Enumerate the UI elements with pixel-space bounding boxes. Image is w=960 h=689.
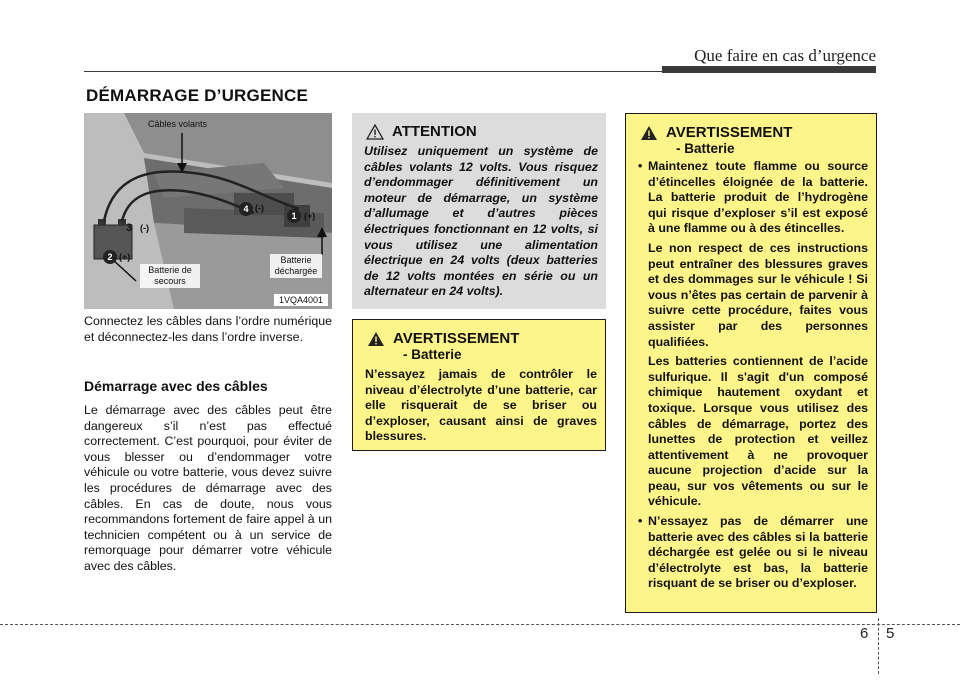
caution-outline-icon	[366, 124, 384, 140]
step-1-sign: (+)	[304, 211, 316, 221]
section-title: DÉMARRAGE D’URGENCE	[86, 86, 308, 105]
footer-divider	[878, 618, 879, 674]
warning1-title: AVERTISSEMENT	[393, 330, 520, 347]
warning2-title: AVERTISSEMENT	[666, 124, 793, 141]
attention-box	[352, 113, 606, 309]
header-rule	[84, 71, 876, 72]
warning-filled-icon	[640, 125, 658, 141]
warning2-body	[638, 159, 868, 592]
warning2-bullet-flame: • Maintenez toute flamme ou source d’étincelles éloignée de la batterie. La batterie produit de l’hydrogène qui risque d’exploser s’il est exposé à une flamme ou à des étincelles.	[638, 159, 868, 237]
chapter-header-title: Que faire en cas d’urgence	[694, 46, 876, 65]
intro-paragraph: Connectez les câbles dans l’ordre numérique et déconnectez-les dans l’ordre inverse.	[84, 314, 332, 344]
figure-id: 1VQA4001	[274, 294, 328, 306]
warning-box-battery	[625, 113, 877, 613]
warning2-para-instructions: Le non respect de ces instructions peut entraîner des blessures graves et des dommages sur le véhicule ! Si vous n’êtes pas certain de parvenir à suivre cette procédure, faites vous assister par des personnes qualifiées.	[648, 240, 868, 349]
warning-box-electrolyte	[352, 319, 606, 451]
warning2-bullet-frozen: • N’essayez pas de démarrer une batterie avec des câbles si la batterie déchargée est gelée ou si le niveau d’électrolyte est bas, la batterie risquant de se briser ou d’exploser.	[638, 514, 868, 592]
chapter-number: 6	[860, 625, 869, 642]
body-paragraph: Le démarrage avec des câbles peut être dangereux s’il n’est pas effectué correctement. C’est pourquoi, pour éviter de vous blesser ou d’endommager votre véhicule ou votre batterie, vous devez suivre les procédures de démarrage avec des câbles. En cas de doute, nous vous recommandons fortement de faire appel à un technicien compétent ou à un service de remorquage pour démarrer votre véhicule avec des câbles.	[84, 403, 332, 573]
label-batterie-secours: Batterie de secours	[140, 264, 200, 288]
attention-title-row	[366, 123, 598, 140]
warning-filled-icon	[367, 331, 385, 347]
step-1-marker: 1	[287, 209, 301, 223]
step-2-marker: 2	[103, 250, 117, 264]
warning2-para-acid: Les batteries contiennent de l’acide sulfurique. Il s'agit d'un composé chimique hautement oxydant et toxique. Lorsque vous utilisez des câbles de démarrage, portez des lunettes de protection et veillez attentivement à ne provoquer aucune projection d’acide sur la peau, sur vos vêtements ou sur le véhicule.	[648, 354, 868, 509]
step-2-sign: (+)	[119, 252, 131, 262]
step-4-sign: (-)	[255, 203, 264, 213]
step-3-sign: (-)	[140, 223, 149, 233]
warning1-subtitle: - Batterie	[403, 347, 462, 362]
subsection-title: Démarrage avec des câbles	[84, 378, 268, 394]
label-cables-volants: Câbles volants	[148, 119, 208, 129]
label-batterie-dechargee: Batterie déchargée	[270, 254, 322, 278]
warning1-title-row	[367, 330, 597, 347]
jump-start-illustration	[84, 113, 332, 309]
warning2-subtitle: - Batterie	[676, 141, 735, 156]
warning1-text: N’essayez jamais de contrôler le niveau d’électrolyte d’une batterie, car elle risquerait de se briser ou d’exploser, causant ainsi de graves blessures.	[365, 367, 597, 444]
step-3-marker: 3	[126, 222, 133, 234]
step-4-marker: 4	[239, 202, 253, 216]
warning2-title-row	[640, 124, 868, 141]
footer-rule	[0, 624, 960, 625]
page-number: 5	[886, 625, 895, 642]
attention-title: ATTENTION	[392, 123, 477, 140]
attention-text: Utilisez uniquement un système de câbles volants 12 volts. Vous risquez d’endommager définitivement un moteur de démarrage, un système d’allumage et d’autres pièces électriques fonctionnant en 12 volts, si vous utilisez une alimentation électrique en 24 volts (deux batteries de 12 volts montées en série ou un alternateur en 24 volts).	[364, 144, 598, 299]
